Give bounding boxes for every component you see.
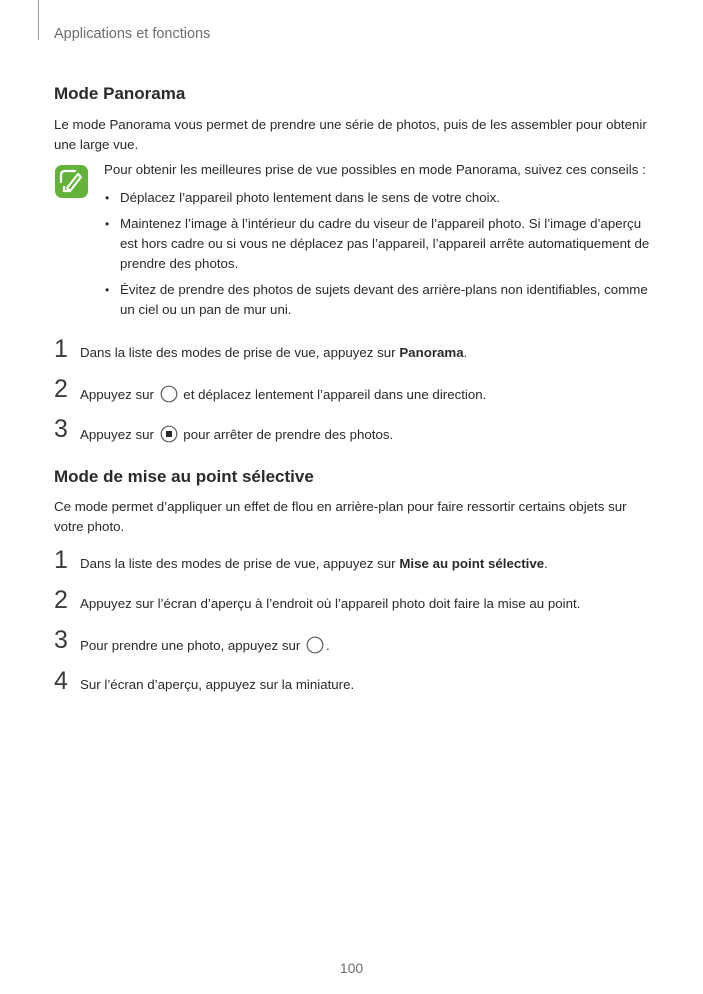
selective-step-3	[54, 626, 654, 656]
page-edge-rule	[38, 0, 39, 40]
note-bullet	[104, 214, 652, 274]
panorama-intro: Le mode Panorama vous permet de prendre une série de photos, puis de les assembler pour obtenir une large vue.	[54, 117, 647, 152]
bullet-text: Déplacez l’appareil photo lentement dans le sens de votre choix.	[120, 190, 500, 205]
selective-step-4	[54, 667, 654, 697]
step-text: Appuyez sur pour arrêter de prendre des photos.	[80, 427, 394, 442]
bullet-text: Maintenez l’image à l’intérieur du cadre du viseur de l’appareil photo. Si l’image d’aperçu est hors cadre ou si vous ne déplacez pas l’appareil, l’appareil arrête automatiquement de prendre des photos.	[120, 216, 650, 271]
panorama-step-3	[54, 415, 654, 445]
bullet-dot: •	[105, 283, 110, 297]
panorama-step-2	[54, 375, 654, 405]
running-header: Applications et fonctions	[54, 26, 211, 42]
step-number: 1	[54, 546, 68, 574]
note-block	[104, 160, 652, 326]
selective-step-1	[54, 546, 654, 576]
note-pencil-icon	[55, 165, 88, 198]
step-text: Appuyez sur l’écran d’aperçu à l’endroit où l’appareil photo doit faire la mise au point.	[80, 596, 581, 611]
selective-step-2	[54, 586, 654, 616]
step-text: Dans la liste des modes de prise de vue, appuyez sur Panorama.	[80, 345, 468, 360]
bullet-dot: •	[105, 217, 110, 231]
step-number: 1	[54, 335, 68, 363]
page-number: 100	[339, 960, 364, 976]
bullet-dot: •	[105, 191, 110, 205]
panorama-step-1	[54, 335, 654, 365]
step-number: 4	[54, 667, 68, 695]
step-text: Sur l’écran d’aperçu, appuyez sur la miniature.	[80, 677, 355, 692]
step-text: Appuyez sur et déplacez lentement l’appareil dans une direction.	[80, 387, 487, 402]
step-number: 3	[54, 415, 68, 443]
panorama-heading: Mode Panorama	[54, 84, 186, 103]
stop-recording-icon	[160, 425, 178, 443]
step-text: Pour prendre une photo, appuyez sur .	[80, 638, 330, 653]
note-intro: Pour obtenir les meilleures prise de vue possibles en mode Panorama, suivez ces conseils :	[104, 162, 646, 177]
bullet-text: Évitez de prendre des photos de sujets devant des arrière-plans non identifiables, comme un ciel ou un pan de mur uni.	[120, 282, 648, 317]
step-number: 2	[54, 586, 68, 614]
mode-name: Mise au point sélective	[399, 556, 545, 571]
camera-shutter-icon	[160, 385, 178, 403]
selective-focus-heading: Mode de mise au point sélective	[54, 467, 314, 486]
camera-shutter-icon	[306, 636, 324, 654]
mode-name: Panorama	[399, 345, 464, 360]
note-bullet	[104, 188, 652, 208]
step-number: 3	[54, 626, 68, 654]
step-text: Dans la liste des modes de prise de vue, appuyez sur Mise au point sélective.	[80, 556, 548, 571]
step-number: 2	[54, 375, 68, 403]
selective-focus-intro: Ce mode permet d’appliquer un effet de flou en arrière-plan pour faire ressortir certains objets sur votre photo.	[54, 499, 627, 534]
note-bullet	[104, 280, 652, 320]
